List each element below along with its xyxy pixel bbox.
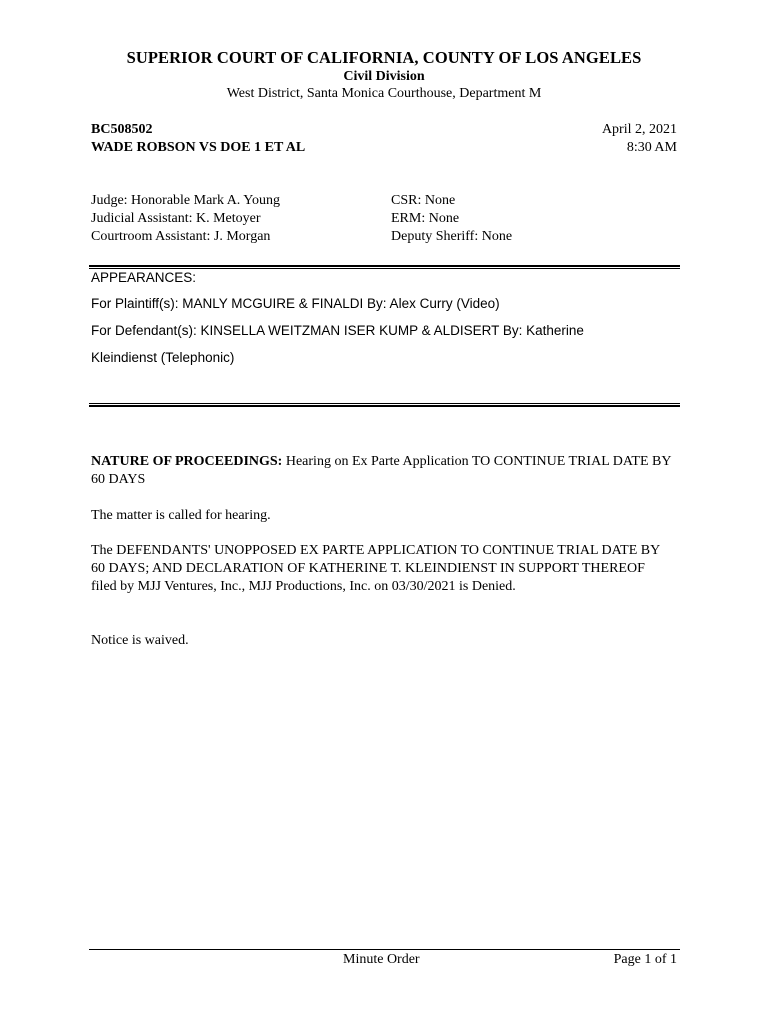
proceedings-label: NATURE OF PROCEEDINGS:: [91, 454, 283, 469]
nature-of-proceedings: [91, 453, 671, 489]
divider-bottom-thick: [89, 405, 680, 407]
divider-top-thick: [89, 265, 680, 267]
page-number: Page 1 of 1: [613, 952, 677, 967]
court-name: SUPERIOR COURT OF CALIFORNIA, COUNTY OF LOS ANGELES: [126, 48, 642, 67]
divider-top-thin: [89, 268, 680, 269]
footer-rule: [89, 949, 680, 950]
defendant-appearance-continued: Kleindienst (Telephonic): [91, 350, 235, 365]
hearing-time: 8:30 AM: [626, 140, 677, 155]
courtroom-assistant-line: Courtroom Assistant: J. Morgan: [91, 229, 271, 244]
csr-line: CSR: None: [391, 193, 456, 208]
proceedings-description: Hearing on Ex Parte Application TO CONTINUE TRIAL DATE BY 60 DAYS: [91, 454, 671, 487]
divider-bottom-thin: [89, 403, 680, 404]
notice-waived: Notice is waived.: [91, 633, 189, 648]
called-for-hearing: The matter is called for hearing.: [91, 508, 271, 523]
judge-line: Judge: Honorable Mark A. Young: [91, 193, 280, 208]
case-title: WADE ROBSON VS DOE 1 ET AL: [91, 140, 306, 155]
defendant-appearance: For Defendant(s): KINSELLA WEITZMAN ISER KUMP & ALDISERT By: Katherine: [91, 323, 584, 338]
ruling-paragraph: The DEFENDANTS' UNOPPOSED EX PARTE APPLICATION TO CONTINUE TRIAL DATE BY 60 DAYS; AND DECLARATION OF KATHERINE T. KLEINDIENST IN SUPPORT THEREOF filed by MJJ Ventures, Inc., MJJ Productions, Inc. on 03/30/2021 is Denied.: [91, 543, 660, 594]
document-type: Minute Order: [343, 952, 420, 967]
courthouse-location: West District, Santa Monica Courthouse, Department M: [226, 86, 542, 101]
hearing-date: April 2, 2021: [601, 122, 677, 137]
appearances-heading: APPEARANCES:: [91, 270, 197, 285]
judicial-assistant-line: Judicial Assistant: K. Metoyer: [91, 211, 261, 226]
plaintiff-appearance: For Plaintiff(s): MANLY MCGUIRE & FINALDI By: Alex Curry (Video): [91, 296, 500, 311]
division-name: Civil Division: [343, 69, 425, 84]
deputy-sheriff-line: Deputy Sheriff: None: [391, 229, 513, 244]
case-number: BC508502: [91, 122, 153, 137]
erm-line: ERM: None: [391, 211, 460, 226]
